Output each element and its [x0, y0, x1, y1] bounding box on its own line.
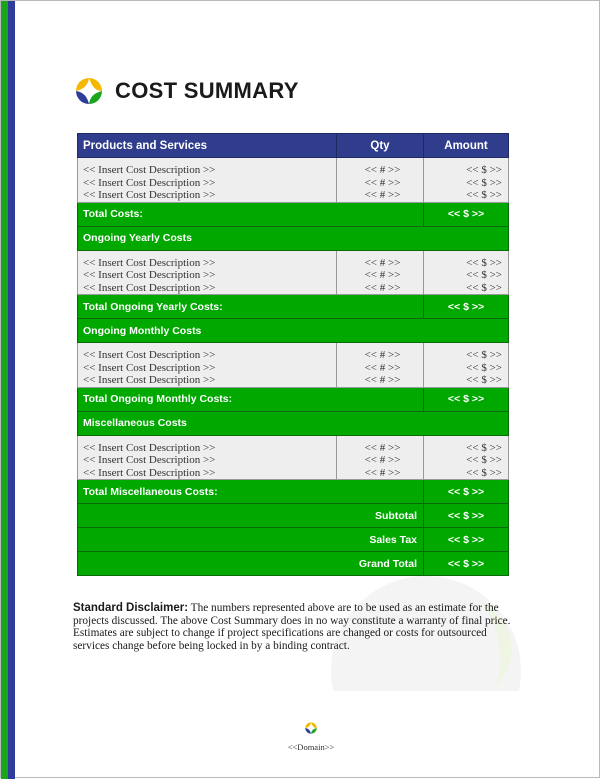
cost-description: << Insert Cost Description >> [83, 454, 216, 466]
total-label: Total Ongoing Yearly Costs: [78, 295, 424, 319]
amount-value: << $ >> [466, 374, 502, 386]
grand-total-row [78, 552, 509, 576]
amount-value: << $ >> [466, 281, 502, 294]
grand-total-value: << $ >> [424, 552, 509, 576]
footer-domain: <<Domain>> [287, 742, 335, 752]
grand-total-label: Grand Total [78, 552, 424, 576]
total-label: Total Miscellaneous Costs: [78, 480, 424, 504]
qty-value: << # >> [364, 374, 401, 386]
amount-value: << $ >> [466, 189, 502, 201]
cost-description: << Insert Cost Description >> [83, 441, 216, 454]
section-heading-row [78, 226, 509, 250]
section-heading: Ongoing Yearly Costs [78, 226, 509, 250]
qty-cell[interactable] [337, 435, 424, 480]
total-label: Total Ongoing Monthly Costs: [78, 387, 424, 411]
cost-summary-table [77, 133, 509, 576]
qty-value: << # >> [364, 454, 401, 466]
cost-description: << Insert Cost Description >> [83, 176, 216, 189]
company-logo-icon [73, 75, 105, 107]
cost-description: << Insert Cost Description >> [83, 269, 216, 281]
header-products-services: Products and Services [78, 134, 337, 158]
qty-cell[interactable] [337, 158, 424, 203]
cost-description: << Insert Cost Description >> [83, 256, 216, 269]
cost-description: << Insert Cost Description >> [83, 189, 216, 201]
section-heading: Ongoing Monthly Costs [78, 319, 509, 343]
subtotal-row [78, 504, 509, 528]
qty-value: << # >> [364, 361, 401, 374]
cost-description: << Insert Cost Description >> [83, 349, 216, 361]
amount-value: << $ >> [466, 361, 502, 374]
cost-description-cell[interactable] [78, 158, 337, 203]
qty-cell[interactable] [337, 250, 424, 295]
page-title: COST SUMMARY [115, 78, 299, 103]
table-row [78, 343, 509, 388]
cost-description: << Insert Cost Description >> [83, 374, 216, 386]
table-row [78, 250, 509, 295]
left-accent-bar-blue [8, 1, 15, 779]
qty-value: << # >> [364, 281, 401, 294]
qty-value: << # >> [364, 466, 401, 479]
total-row [78, 295, 509, 319]
sales-tax-label: Sales Tax [78, 528, 424, 552]
amount-value: << $ >> [466, 164, 502, 176]
cost-description-cell[interactable] [78, 343, 337, 388]
section-heading: Miscellaneous Costs [78, 411, 509, 435]
total-value: << $ >> [424, 480, 509, 504]
left-accent-bar-green [1, 1, 8, 779]
qty-cell[interactable] [337, 343, 424, 388]
subtotal-label: Subtotal [78, 504, 424, 528]
sales-tax-value: << $ >> [424, 528, 509, 552]
total-row [78, 202, 509, 226]
amount-value: << $ >> [466, 256, 502, 269]
qty-value: << # >> [364, 269, 401, 281]
disclaimer-text: The numbers represented above are to be used as an estimate for the projects discussed. The above Cost Summary does in no way constitute a warranty of final price. Estimates are subject to change if project specifications are changed or costs for outsourced services change before being locked in by a binding contract. [73, 602, 511, 653]
total-value: << $ >> [424, 295, 509, 319]
page-header [73, 75, 299, 107]
amount-value: << $ >> [466, 454, 502, 466]
amount-value: << $ >> [466, 349, 502, 361]
cost-description: << Insert Cost Description >> [83, 164, 216, 176]
qty-value: << # >> [364, 441, 401, 454]
sales-tax-row [78, 528, 509, 552]
header-amount: Amount [424, 134, 509, 158]
cost-description-cell[interactable] [78, 250, 337, 295]
amount-cell[interactable] [424, 343, 509, 388]
subtotal-value: << $ >> [424, 504, 509, 528]
table-row [78, 435, 509, 480]
cost-description: << Insert Cost Description >> [83, 361, 216, 374]
amount-cell[interactable] [424, 435, 509, 480]
qty-value: << # >> [364, 176, 401, 189]
total-label: Total Costs: [78, 202, 424, 226]
footer-logo-icon [304, 721, 318, 735]
qty-value: << # >> [364, 349, 401, 361]
qty-value: << # >> [364, 256, 401, 269]
disclaimer-label: Standard Disclaimer: [73, 602, 189, 614]
total-row [78, 480, 509, 504]
total-value: << $ >> [424, 202, 509, 226]
cost-description: << Insert Cost Description >> [83, 281, 216, 294]
section-heading-row [78, 411, 509, 435]
total-row [78, 387, 509, 411]
page-footer [276, 721, 346, 755]
amount-value: << $ >> [466, 176, 502, 189]
amount-cell[interactable] [424, 158, 509, 203]
amount-value: << $ >> [466, 466, 502, 479]
total-value: << $ >> [424, 387, 509, 411]
amount-value: << $ >> [466, 441, 502, 454]
table-header-row [78, 134, 509, 158]
cost-description-cell[interactable] [78, 435, 337, 480]
amount-value: << $ >> [466, 269, 502, 281]
cost-description: << Insert Cost Description >> [83, 466, 216, 479]
table-row [78, 158, 509, 203]
qty-value: << # >> [364, 164, 401, 176]
standard-disclaimer [73, 602, 523, 653]
qty-value: << # >> [364, 189, 401, 201]
header-qty: Qty [337, 134, 424, 158]
amount-cell[interactable] [424, 250, 509, 295]
section-heading-row [78, 319, 509, 343]
